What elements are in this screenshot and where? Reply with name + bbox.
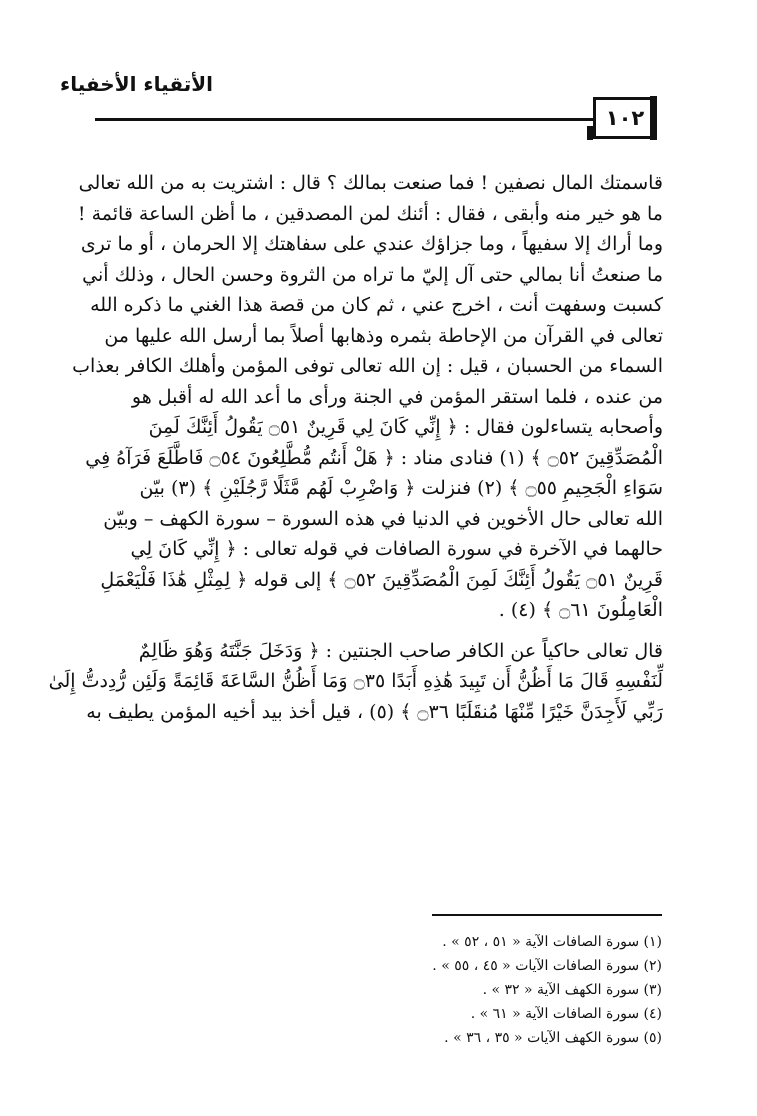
text-line: من عنده ، فلما استقر المؤمن في الجنة ورأى ما أعد الله له أقبل هو bbox=[131, 385, 663, 408]
main-text bbox=[48, 168, 663, 727]
running-title: الأتقياء الأخفياء bbox=[60, 72, 213, 96]
text-line: رَبِّي لَأَجِدَنَّ خَيْرًا مِّنْهَا مُنقَلَبًا ۝٣٦ ﴾ (٥) ، قيل أخذ بيد أخيه المؤمن يطيف به bbox=[86, 700, 663, 723]
paragraph-1 bbox=[72, 168, 663, 626]
header-rule bbox=[95, 118, 655, 121]
text-line: تعالى في القرآن من الإحاطة بثمره وذهابها أصلاً بما أرسل الله عليها من bbox=[104, 324, 663, 347]
text-line: ما هو خير منه وأبقى ، فقال : أئنك لمن المصدقين ، ما أظن الساعة قائمة ! bbox=[77, 202, 663, 225]
text-line: وأصحابه يتساءلون فقال : ﴿ إِنِّي كَانَ لِي قَرِينٌ ۝٥١ يَقُولُ أَئِنَّكَ لَمِنَ bbox=[148, 416, 663, 438]
text-line: لِّنَفْسِهِ قَالَ مَا أَظُنُّ أَن تَبِيدَ هَٰذِهِ أَبَدًا ۝٣٥ وَمَا أَظُنُّ السَّاعَةَ قَائِمَةً وَلَئِن رُّدِدتُّ إِلَىٰ bbox=[48, 670, 663, 692]
text-line: حالهما في الآخرة في سورة الصافات في قوله تعالى : ﴿ إِنِّي كَانَ لِي bbox=[130, 538, 663, 560]
text-line: قَرِينٌ ۝٥١ يَقُولُ أَئِنَّكَ لَمِنَ الْمُصَدِّقِينَ ۝٥٢ ﴾ إلى قوله ﴿ لِمِثْلِ هَٰذَا فَلْيَعْمَلِ bbox=[100, 568, 663, 591]
page-number: ١٠٢ bbox=[593, 97, 657, 139]
text-line: قاسمتك المال نصفين ! فما صنعت بمالك ؟ قال : اشتريت به من الله تعالى bbox=[78, 172, 663, 194]
text-line: الْعَامِلُونَ ۝٦١ ﴾ (٤) . bbox=[498, 599, 663, 621]
footnotes bbox=[380, 930, 662, 1050]
footnote: (٤) سورة الصافات الآية « ٦١ » . bbox=[470, 1006, 662, 1022]
footnote: (٢) سورة الصافات الآيات « ٤٥ ، ٥٥ » . bbox=[432, 958, 662, 974]
page-box-bar-right bbox=[650, 96, 657, 140]
footnote-rule bbox=[432, 914, 662, 916]
footnote: (٣) سورة الكهف الآية « ٣٢ » . bbox=[482, 982, 662, 998]
text-line: السماء من الحسبان ، قيل : إن الله تعالى توفى المؤمن وأهلك الكافر بعذاب bbox=[72, 355, 663, 377]
text-line: الله تعالى حال الأخوين في الدنيا في هذه السورة – سورة الكهف – وبيّن bbox=[103, 507, 663, 530]
text-line: ما صنعتُ أنا بمالي حتى آل إليّ ما تراه من الثروة وحسن الحال ، وذلك أني bbox=[82, 263, 663, 286]
text-line: وما أراك إلا سفيهاً ، وما جزاؤك عندي على سفاهتك إلا الحرمان ، أو ما ترى bbox=[80, 233, 663, 255]
text-line: الْمُصَدِّقِينَ ۝٥٢ ﴾ (١) فنادى مناد : ﴿ هَلْ أَنتُم مُّطَّلِعُونَ ۝٥٤ فَاطَّلَعَ فَرَآهُ فِي bbox=[85, 446, 663, 469]
text-line: كسبت وسفهت أنت ، اخرج عني ، ثم كان من قصة هذا الغني ما ذكره الله bbox=[90, 294, 663, 316]
footnote: (١) سورة الصافات الآية « ٥١ ، ٥٢ » . bbox=[442, 934, 662, 950]
text-line: قال تعالى حاكياً عن الكافر صاحب الجنتين : ﴿ وَدَخَلَ جَنَّتَهُ وَهُوَ ظَالِمٌ bbox=[138, 639, 663, 662]
paragraph-2 bbox=[48, 636, 663, 728]
footnote: (٥) سورة الكهف الآيات « ٣٥ ، ٣٦ » . bbox=[444, 1030, 662, 1046]
text-line: سَوَاءِ الْجَحِيمِ ۝٥٥ ﴾ (٢) فنزلت ﴿ وَاضْرِبْ لَهُم مَّثَلًا رَّجُلَيْنِ ﴾ (٣) بيّن bbox=[139, 477, 663, 499]
